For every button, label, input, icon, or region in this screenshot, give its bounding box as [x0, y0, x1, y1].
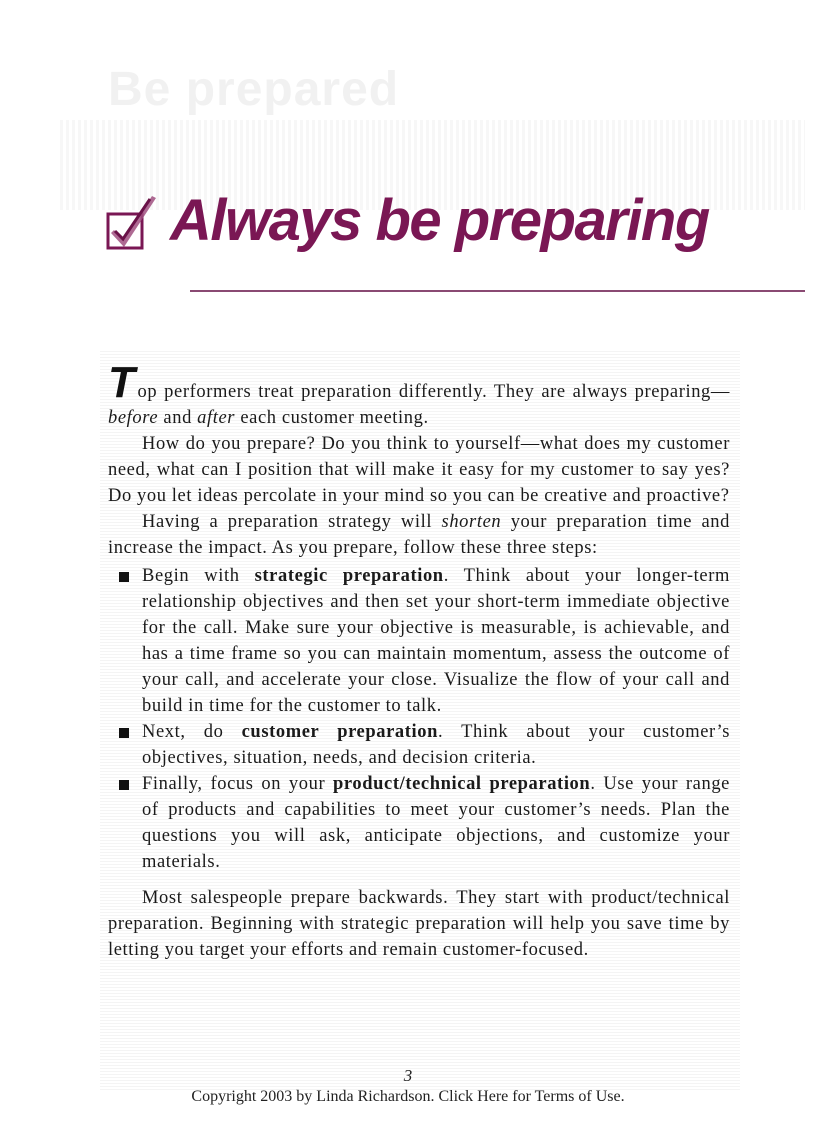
- square-bullet-icon: [119, 572, 129, 582]
- ghost-heading: Be prepared: [108, 63, 400, 116]
- square-bullet-icon: [119, 780, 129, 790]
- drop-cap: T: [108, 358, 136, 407]
- square-bullet-icon: [119, 728, 129, 738]
- step-lead: Begin with: [142, 566, 255, 586]
- emphasis-before: before: [108, 408, 159, 428]
- step-bold: customer preparation: [241, 722, 439, 742]
- body-text: [108, 358, 730, 963]
- copyright-link[interactable]: Copyright 2003 by Linda Richardson. Click Here for Terms of Use.: [191, 1088, 625, 1105]
- steps-list: [108, 563, 730, 875]
- step-bold: product/technical preparation: [333, 774, 591, 794]
- list-item: [108, 719, 730, 771]
- page-number: 3: [403, 1066, 413, 1085]
- intro-text-and: and: [158, 408, 198, 428]
- chapter-heading: [106, 178, 709, 253]
- list-item: [108, 771, 730, 875]
- list-item: [108, 563, 730, 719]
- emphasis-after: after: [197, 408, 236, 428]
- step-bold: strategic preparation: [254, 566, 444, 586]
- checkbox-check-icon: [106, 192, 158, 250]
- step-rest: . Use your range of products and capabilities to meet your customer’s needs. Plan the questions you will ask, anticipate objections, and customize your materials.: [142, 774, 730, 872]
- intro-text: op performers treat preparation differently. They are always preparing—: [137, 382, 730, 402]
- step-lead: Finally, focus on your: [142, 774, 334, 794]
- paragraph-closing: Most salespeople prepare backwards. They start with product/technical preparation. Beginning with strategic preparation will help you save time by letting you target your efforts and remain customer-focused.: [108, 888, 730, 960]
- strategy-text: Having a preparation strategy will: [142, 512, 442, 532]
- paragraph-strategy: [108, 509, 730, 561]
- intro-text-end: each customer meeting.: [235, 408, 429, 428]
- title-divider: [190, 290, 805, 292]
- paragraph-how: How do you prepare? Do you think to yourself—what does my customer need, what can I position that will make it easy for my customer to say yes? Do you let ideas percolate in your mind so you can be creative and proactive?: [108, 434, 730, 506]
- step-lead: Next, do: [142, 722, 242, 742]
- strategy-text-end: your preparation time and increase the impact. As you prepare, follow these three steps:: [108, 512, 730, 558]
- step-rest: . Think about your longer-term relationship objectives and then set your short-term immediate objective for the call. Make sure your objective is measurable, is achievable, and has a time frame so you can maintain momentum, assess the outcome of your call, and accelerate your close. Visualize the flow of your call and build in time for the customer to talk.: [142, 566, 730, 716]
- page-title: Always be preparing: [170, 188, 709, 253]
- step-rest: . Think about your customer’s objectives, situation, needs, and decision criteria.: [142, 722, 730, 768]
- paragraph-intro: [108, 358, 730, 431]
- emphasis-shorten: shorten: [441, 512, 502, 532]
